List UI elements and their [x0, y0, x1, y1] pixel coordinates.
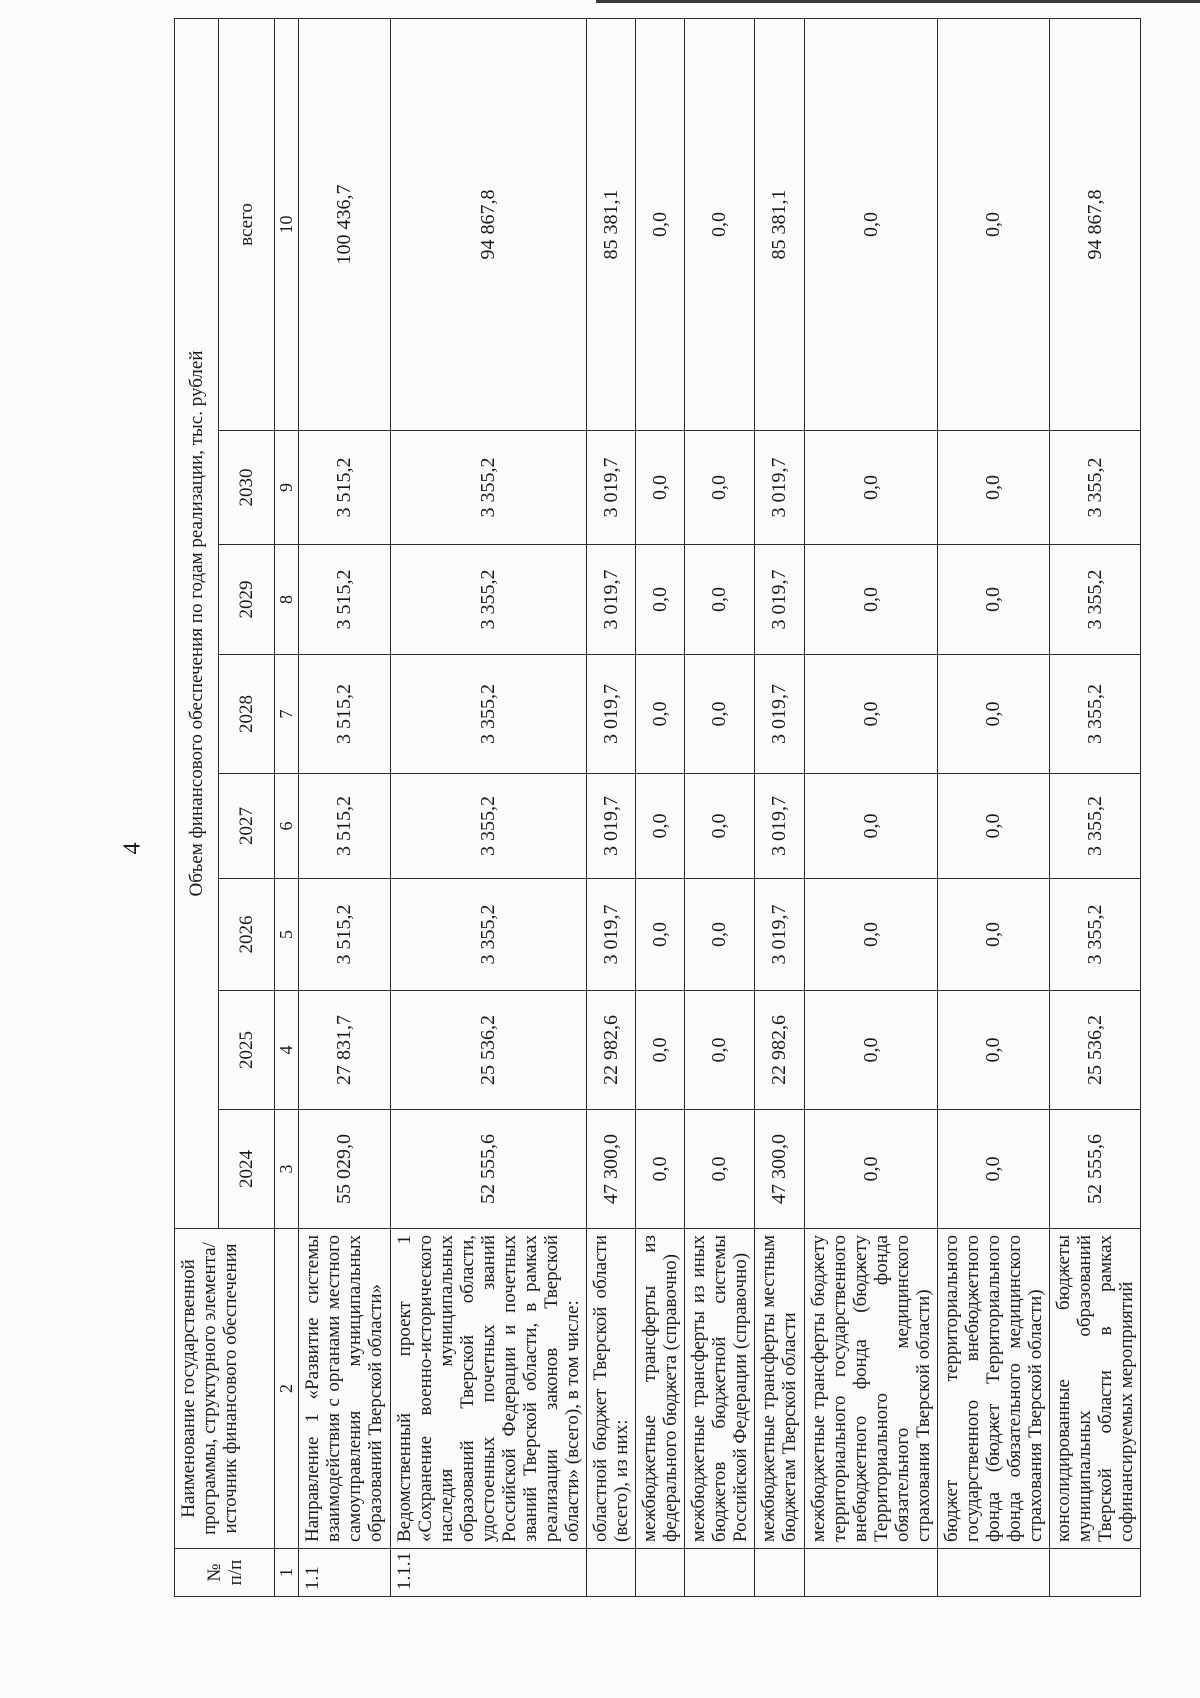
index-cell: 7 — [275, 655, 299, 774]
value-cell: 0,0 — [938, 655, 1050, 774]
value-cell: 3 355,2 — [1050, 774, 1141, 879]
value-cell: 0,0 — [938, 991, 1050, 1110]
index-cell: 5 — [275, 879, 299, 991]
page-number: 4 — [119, 842, 146, 855]
value-cell: 0,0 — [685, 655, 755, 774]
index-row — [275, 18, 299, 1596]
value-cell: 0,0 — [636, 18, 685, 430]
value-cell: 0,0 — [805, 991, 938, 1110]
value-cell: 0,0 — [805, 774, 938, 879]
scan-edge-line — [596, 0, 1200, 3]
row-name: межбюджетные трансферты из иных бюджетов бюджетной системы Российской Федерации (справочно) — [685, 1229, 755, 1549]
header-year: 2026 — [219, 879, 275, 991]
value-cell: 0,0 — [805, 655, 938, 774]
value-cell: 85 381,1 — [587, 18, 636, 430]
value-cell: 3 355,2 — [1050, 879, 1141, 991]
index-cell: 6 — [275, 774, 299, 879]
row-name: межбюджетные трансферты бюджету территориального государственного внебюджетного фонда (бюджету Территориального фонда обязательного медицинского страхования Тверской области) — [805, 1229, 938, 1549]
value-cell: 0,0 — [685, 991, 755, 1110]
value-cell: 3 019,7 — [755, 545, 805, 655]
table-row — [299, 18, 391, 1596]
value-cell: 0,0 — [805, 879, 938, 991]
value-cell: 27 831,7 — [299, 991, 391, 1110]
index-cell: 10 — [275, 18, 299, 430]
value-cell: 0,0 — [938, 545, 1050, 655]
row-id — [587, 1549, 636, 1597]
header-no: № п/п — [175, 1549, 275, 1597]
value-cell: 0,0 — [938, 1110, 1050, 1229]
value-cell: 3 019,7 — [587, 774, 636, 879]
row-id — [685, 1549, 755, 1597]
value-cell: 3 019,7 — [755, 879, 805, 991]
value-cell: 3 355,2 — [1050, 545, 1141, 655]
value-cell: 55 029,0 — [299, 1110, 391, 1229]
value-cell: 3 515,2 — [299, 545, 391, 655]
value-cell: 94 867,8 — [1050, 18, 1141, 430]
table-row — [938, 18, 1050, 1596]
value-cell: 22 982,6 — [755, 991, 805, 1110]
value-cell: 3 355,2 — [391, 545, 587, 655]
value-cell: 0,0 — [805, 545, 938, 655]
index-cell: 1 — [275, 1549, 299, 1597]
value-cell: 0,0 — [805, 1110, 938, 1229]
value-cell: 3 355,2 — [391, 879, 587, 991]
value-cell: 94 867,8 — [391, 18, 587, 430]
value-cell: 0,0 — [636, 431, 685, 545]
value-cell: 0,0 — [636, 1110, 685, 1229]
value-cell: 25 536,2 — [1050, 991, 1141, 1110]
value-cell: 0,0 — [805, 18, 938, 430]
header-year: 2025 — [219, 991, 275, 1110]
header-year: 2030 — [219, 431, 275, 545]
value-cell: 0,0 — [805, 431, 938, 545]
value-cell: 0,0 — [938, 431, 1050, 545]
value-cell: 3 019,7 — [587, 655, 636, 774]
value-cell: 3 019,7 — [755, 774, 805, 879]
value-cell: 0,0 — [685, 774, 755, 879]
value-cell: 0,0 — [685, 545, 755, 655]
index-cell: 2 — [275, 1229, 299, 1549]
header-total: всего — [219, 18, 275, 430]
header-year: 2029 — [219, 545, 275, 655]
table-row — [755, 18, 805, 1596]
value-cell: 52 555,6 — [1050, 1110, 1141, 1229]
value-cell: 3 515,2 — [299, 774, 391, 879]
value-cell: 3 019,7 — [587, 431, 636, 545]
value-cell: 52 555,6 — [391, 1110, 587, 1229]
table-row — [587, 18, 636, 1596]
row-id — [1050, 1549, 1141, 1597]
value-cell: 3 019,7 — [587, 545, 636, 655]
value-cell: 3 355,2 — [391, 774, 587, 879]
value-cell: 100 436,7 — [299, 18, 391, 430]
value-cell: 0,0 — [685, 431, 755, 545]
value-cell: 0,0 — [636, 774, 685, 879]
header-name: Наименование государственной программы, структурного элемента/источник финансового обеспечения — [175, 1229, 275, 1549]
row-id: 1.1 — [299, 1549, 391, 1597]
row-name: Направление 1 «Развитие системы взаимодействия с органами местного самоуправления муниципальных образований Тверской области» — [299, 1229, 391, 1549]
row-id — [805, 1549, 938, 1597]
table-row — [636, 18, 685, 1596]
value-cell: 0,0 — [685, 1110, 755, 1229]
value-cell: 0,0 — [636, 879, 685, 991]
value-cell: 3 019,7 — [755, 431, 805, 545]
value-cell: 3 515,2 — [299, 655, 391, 774]
index-cell: 8 — [275, 545, 299, 655]
row-name: областной бюджет Тверской области (всего), из них: — [587, 1229, 636, 1549]
header-row-1 — [175, 18, 219, 1596]
row-id — [636, 1549, 685, 1597]
table-row — [685, 18, 755, 1596]
value-cell: 3 515,2 — [299, 431, 391, 545]
value-cell: 0,0 — [636, 991, 685, 1110]
header-year: 2027 — [219, 774, 275, 879]
index-cell: 4 — [275, 991, 299, 1110]
value-cell: 0,0 — [636, 655, 685, 774]
value-cell: 47 300,0 — [755, 1110, 805, 1229]
row-name: межбюджетные трансферты из федерального бюджета (справочно) — [636, 1229, 685, 1549]
value-cell: 3 355,2 — [1050, 655, 1141, 774]
index-cell: 3 — [275, 1110, 299, 1229]
row-name: Ведомственный проект 1 «Сохранение военно-исторического наследия муниципальных образований Тверской области, удостоенных почетных званий Российской Федерации и почетных званий Тверской области, в рамках реализации законов Тверской области» (всего), в том числе: — [391, 1229, 587, 1549]
value-cell: 0,0 — [685, 18, 755, 430]
value-cell: 3 515,2 — [299, 879, 391, 991]
value-cell: 3 019,7 — [755, 655, 805, 774]
value-cell: 0,0 — [938, 774, 1050, 879]
row-id — [938, 1549, 1050, 1597]
header-year: 2028 — [219, 655, 275, 774]
table-row — [1050, 18, 1141, 1596]
row-name: межбюджетные трансферты местным бюджетам Тверской области — [755, 1229, 805, 1549]
value-cell: 3 355,2 — [391, 431, 587, 545]
value-cell: 3 355,2 — [1050, 431, 1141, 545]
value-cell: 0,0 — [636, 545, 685, 655]
row-id — [755, 1549, 805, 1597]
value-cell: 0,0 — [685, 879, 755, 991]
value-cell: 85 381,1 — [755, 18, 805, 430]
financing-table — [174, 18, 1141, 1597]
table-row — [391, 18, 587, 1596]
header-year: 2024 — [219, 1110, 275, 1229]
value-cell: 22 982,6 — [587, 991, 636, 1110]
value-cell: 25 536,2 — [391, 991, 587, 1110]
row-name: бюджет территориального государственного внебюджетного фонда (бюджет Территориального фонда обязательного медицинского страхования Тверской области) — [938, 1229, 1050, 1549]
value-cell: 0,0 — [938, 18, 1050, 430]
value-cell: 3 019,7 — [587, 879, 636, 991]
index-cell: 9 — [275, 431, 299, 545]
rotated-table-wrapper — [174, 119, 1137, 1597]
value-cell: 0,0 — [938, 879, 1050, 991]
header-volume: Объем финансового обеспечения по годам реализации, тыс. рублей — [175, 18, 219, 1228]
value-cell: 3 355,2 — [391, 655, 587, 774]
value-cell: 47 300,0 — [587, 1110, 636, 1229]
table-row — [805, 18, 938, 1596]
row-id: 1.1.1 — [391, 1549, 587, 1597]
row-name: консолидированные бюджеты муниципальных образований Тверской области в рамках софинансируемых мероприятий — [1050, 1229, 1141, 1549]
